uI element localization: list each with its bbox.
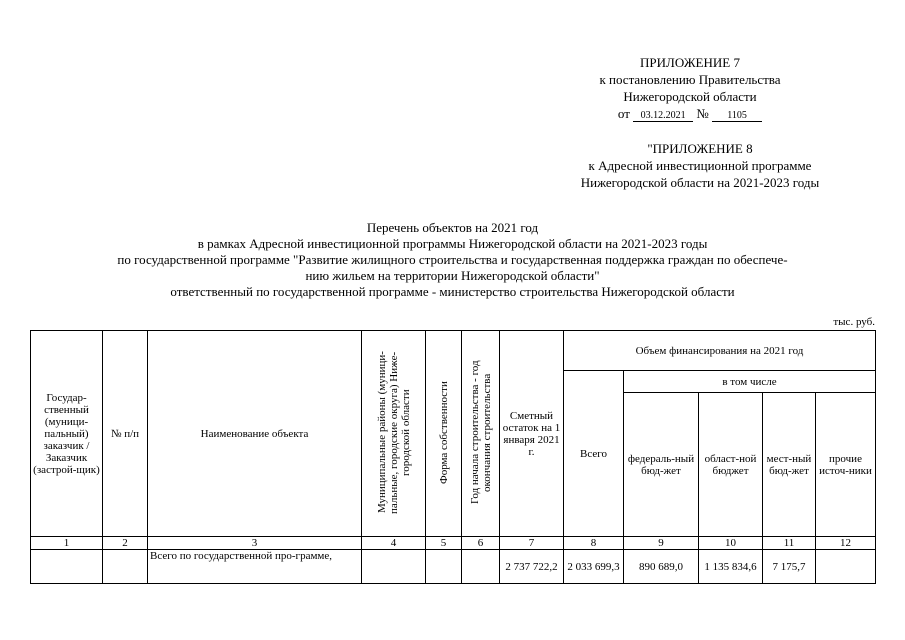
- appendix-8-region: Нижегородской области на 2021-2023 годы: [580, 175, 820, 190]
- header-estimate: Сметный остаток на 1 января 2021 г.: [500, 331, 564, 537]
- header-ownership-text: Форма собственности: [437, 380, 450, 484]
- title-line-3: по государственной программе "Развитие жилищного строительства и государственная поддержка граждан по обеспече-: [117, 252, 788, 267]
- header-total: Всего: [564, 371, 624, 537]
- cell-years: [462, 550, 500, 584]
- title-line-5: ответственный по государственной программе - министерство строительства Нижегородской области: [170, 284, 735, 299]
- header-years: [462, 331, 500, 537]
- header-regional: област-ной бюджет: [699, 393, 763, 537]
- column-numbers-row: [31, 537, 876, 550]
- cell-estimate: 2 737 722,2: [500, 550, 564, 584]
- table-row: [31, 550, 876, 584]
- cell-ownership: [426, 550, 462, 584]
- appendix-7-date-line: [560, 105, 820, 122]
- appendix-8-header: [540, 140, 860, 191]
- header-num: № п/п: [103, 331, 148, 537]
- title-line-4: нию жильем на территории Нижегородской области": [305, 268, 600, 283]
- resolution-date: 03.12.2021: [633, 110, 693, 122]
- header-ownership: [426, 331, 462, 537]
- col-number: 3: [148, 537, 362, 550]
- col-number: 6: [462, 537, 500, 550]
- header-municipal-text: Муниципальные районы (муници-пальные, городские округа) Ниже-городской области: [375, 350, 412, 514]
- appendix-7-title: ПРИЛОЖЕНИЕ 7: [640, 55, 740, 70]
- cell-other: [816, 550, 876, 584]
- resolution-number: 1105: [712, 110, 762, 122]
- number-sign: №: [696, 106, 709, 121]
- col-number: 7: [500, 537, 564, 550]
- header-customer: Государ-ственный (муници-пальный) заказчик / Заказчик (застрой-щик): [31, 331, 103, 537]
- title-line-2: в рамках Адресной инвестиционной программы Нижегородской области на 2021-2023 годы: [197, 236, 708, 251]
- header-federal: федераль-ный бюд-жет: [624, 393, 699, 537]
- cell-customer: [31, 550, 103, 584]
- appendix-7-region: Нижегородской области: [623, 89, 757, 104]
- col-number: 11: [763, 537, 816, 550]
- header-name: Наименование объекта: [148, 331, 362, 537]
- col-number: 1: [31, 537, 103, 550]
- col-number: 2: [103, 537, 148, 550]
- cell-name: Всего по государственной про-грамме,: [148, 550, 362, 584]
- from-label: от: [617, 106, 630, 121]
- cell-total: 2 033 699,3: [564, 550, 624, 584]
- col-number: 12: [816, 537, 876, 550]
- cell-num: [103, 550, 148, 584]
- header-municipal: [362, 331, 426, 537]
- appendix-7-subtitle: к постановлению Правительства: [599, 72, 781, 87]
- cell-municipal: [362, 550, 426, 584]
- cell-regional: 1 135 834,6: [699, 550, 763, 584]
- cell-local: 7 175,7: [763, 550, 816, 584]
- appendix-8-title: "ПРИЛОЖЕНИЕ 8: [647, 141, 753, 156]
- col-number: 9: [624, 537, 699, 550]
- appendix-8-subtitle: к Адресной инвестиционной программе: [588, 158, 812, 173]
- units-label: тыс. руб.: [833, 316, 875, 328]
- header-years-text: Год начала строительства - год окончания строительства: [468, 360, 493, 504]
- col-number: 5: [426, 537, 462, 550]
- col-number: 8: [564, 537, 624, 550]
- header-local: мест-ный бюд-жет: [763, 393, 816, 537]
- cell-federal: 890 689,0: [624, 550, 699, 584]
- header-financing: Объем финансирования на 2021 год: [564, 331, 876, 371]
- document-title: [40, 220, 865, 300]
- objects-table: [30, 330, 876, 584]
- col-number: 10: [699, 537, 763, 550]
- title-line-1: Перечень объектов на 2021 год: [366, 220, 539, 235]
- appendix-7-header: [560, 54, 820, 122]
- col-number: 4: [362, 537, 426, 550]
- header-other: прочие источ-ники: [816, 393, 876, 537]
- header-including: в том числе: [624, 371, 876, 393]
